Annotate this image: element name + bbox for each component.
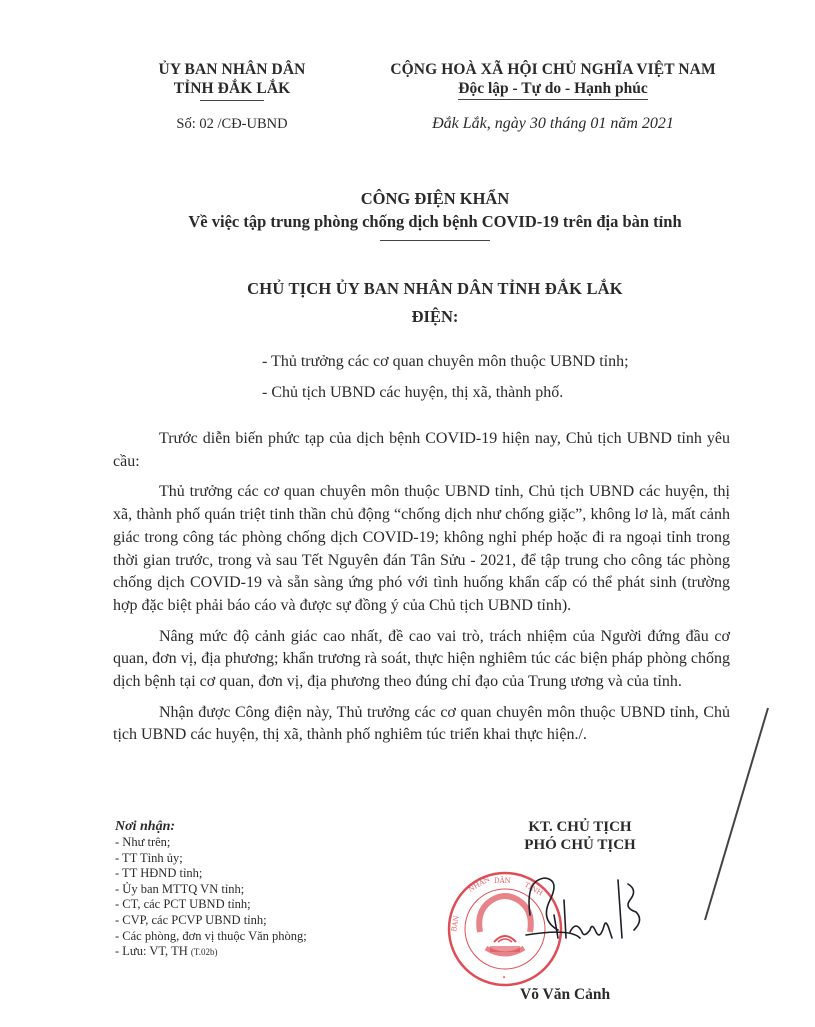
signer-name: Võ Văn Cảnh bbox=[520, 986, 611, 1003]
recipient-list bbox=[262, 346, 732, 408]
distribution-heading: Nơi nhận: bbox=[115, 819, 176, 834]
archive-label: - Lưu: VT, TH bbox=[115, 944, 188, 959]
document-type: CÔNG ĐIỆN KHẨN bbox=[360, 189, 510, 208]
document-body bbox=[113, 428, 730, 755]
distribution-item: - Như trên; bbox=[115, 835, 171, 849]
document-number: Số: 02 /CĐ-UBND bbox=[176, 116, 288, 132]
svg-text:BAN: BAN bbox=[450, 914, 461, 933]
svg-text:NHÂN: NHÂN bbox=[467, 875, 492, 894]
svg-text:TỈNH: TỈNH bbox=[523, 880, 545, 898]
issuer-underline bbox=[200, 100, 264, 101]
signature-block bbox=[500, 818, 660, 854]
distribution-item: - TT HĐND tỉnh; bbox=[115, 866, 203, 881]
issuer-header bbox=[128, 60, 336, 133]
recipient-item: - Chủ tịch UBND các huyện, thị xã, thành phố. bbox=[262, 384, 564, 401]
handwritten-signature bbox=[520, 860, 680, 970]
svg-text:•: • bbox=[502, 974, 507, 982]
national-motto: Độc lập - Tự do - Hạnh phúc bbox=[458, 79, 647, 100]
body-paragraph: Trước diễn biến phức tạp của dịch bệnh COVID-19 hiện nay, Chủ tịch UBND tỉnh yêu cầu: bbox=[113, 430, 730, 470]
sender-action: ĐIỆN: bbox=[411, 307, 459, 326]
body-paragraph: Nhận được Công điện này, Thủ trưởng các cơ quan chuyên môn thuộc UBND tỉnh, Chủ tịch UBND các huyện, thị xã, thành phố nghiêm túc triển khai thực hiện./. bbox=[113, 703, 730, 744]
distribution-item: - TT Tỉnh ủy; bbox=[115, 850, 183, 865]
signer-role-line-2: PHÓ CHỦ TỊCH bbox=[524, 837, 636, 853]
diagonal-line-mark bbox=[690, 690, 770, 990]
signer-role-line-1: KT. CHỦ TỊCH bbox=[528, 819, 632, 835]
svg-text:DÂN: DÂN bbox=[494, 877, 511, 885]
title-underline bbox=[380, 240, 490, 241]
distribution-item-archive bbox=[115, 944, 415, 961]
nation-header bbox=[352, 60, 754, 133]
body-paragraph: Thủ trưởng các cơ quan chuyên môn thuộc UBND tỉnh, Chủ tịch UBND các huyện, thị xã, thành phố quán triệt tinh thần chủ động “chống dịch như chống giặc”, không lơ là, mất cảnh giác trong công tác phòng chống dịch COVID-19; không nghỉ phép hoặc đi ra ngoại tỉnh trong thời gian trước, trong và sau Tết Nguyên đán Tân Sửu - 2021, để tập trung cho công tác phòng chống dịch COVID-19 và sẵn sàng ứng phó với tình huống khẩn cấp có thể phát sinh (trường hợp đặc biệt phải báo cáo và được sự đồng ý của Chủ tịch UBND tỉnh). bbox=[113, 483, 730, 614]
distribution-item: - Ủy ban MTTQ VN tỉnh; bbox=[115, 881, 245, 896]
issuer-line-2: TỈNH ĐẮK LẮK bbox=[173, 80, 291, 97]
issuer-line-1: ỦY BAN NHÂN DÂN bbox=[158, 61, 306, 78]
document-subject: Về việc tập trung phòng chống dịch bệnh COVID-19 trên địa bàn tỉnh bbox=[188, 212, 682, 231]
body-paragraph: Nâng mức độ cảnh giác cao nhất, đề cao vai trò, trách nhiệm của Người đứng đầu cơ quan, đơn vị, địa phương; khẩn trương rà soát, thực hiện nghiêm túc các biện pháp phòng chống dịch bệnh tại cơ quan, đơn vị, địa phương theo đúng chỉ đạo của Trung ương và của tỉnh. bbox=[113, 627, 730, 691]
place-date: Đắk Lắk, ngày 30 tháng 01 năm 2021 bbox=[432, 115, 674, 132]
sender-title: CHỦ TỊCH ỦY BAN NHÂN DÂN TỈNH ĐẮK LẮK bbox=[247, 279, 623, 298]
distribution-item: - CVP, các PCVP UBND tỉnh; bbox=[115, 912, 267, 927]
archive-note: (T.02b) bbox=[190, 947, 218, 958]
distribution-item: - Các phòng, đơn vị thuộc Văn phòng; bbox=[115, 928, 307, 943]
nation-name: CỘNG HOÀ XÃ HỘI CHỦ NGHĨA VIỆT NAM bbox=[390, 61, 716, 78]
distribution-item: - CT, các PCT UBND tỉnh; bbox=[115, 897, 251, 912]
document-title bbox=[120, 188, 750, 241]
distribution-list bbox=[115, 818, 415, 961]
sender-block bbox=[120, 278, 750, 327]
recipient-item: - Thủ trưởng các cơ quan chuyên môn thuộc UBND tỉnh; bbox=[262, 353, 629, 370]
